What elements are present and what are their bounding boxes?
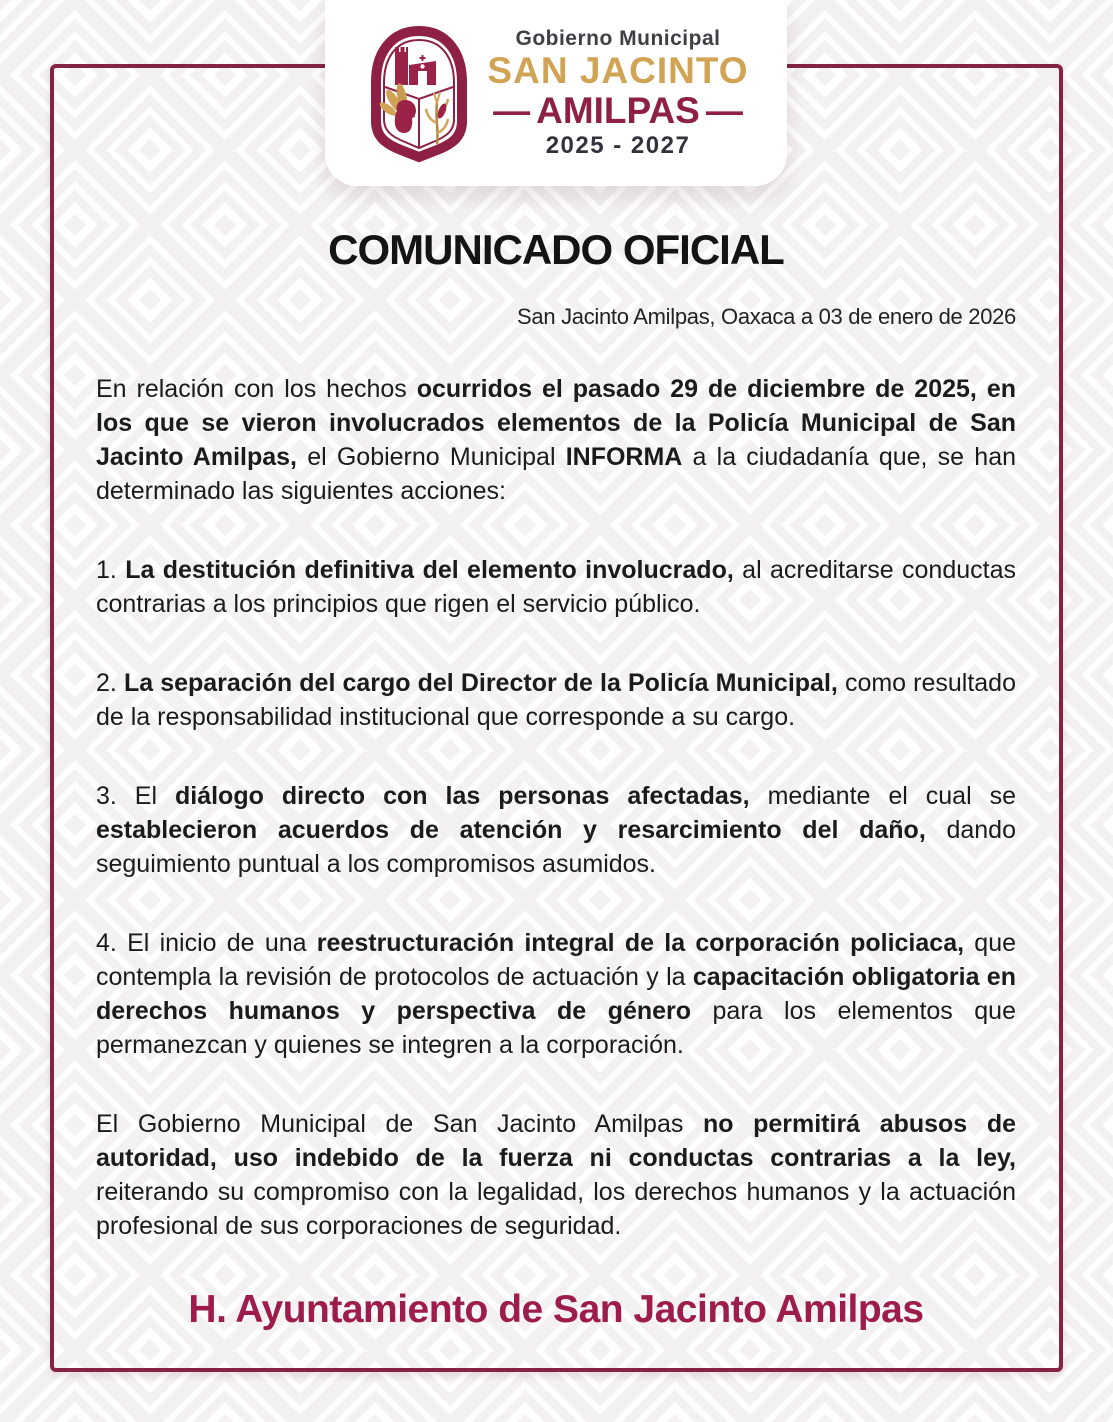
body-paragraph: 1. La destitución definitiva del elemento involucrado, al acreditarse conductas contrarias a los principios que rigen el servicio público.: [96, 556, 1016, 618]
logo-text-block: [487, 28, 749, 158]
dash-decoration: —: [705, 89, 743, 131]
body-paragraph: 4. El inicio de una reestructuración integral de la corporación policiaca, que contempla la revisión de protocolos de actuación y la capacitación obligatoria en derechos humanos y perspectiva de género para los elementos que permanezcan y quienes se integren a la corporación.: [96, 929, 1017, 1059]
dateline: San Jacinto Amilpas, Oaxaca a 03 de enero de 2026: [517, 304, 1016, 329]
body-paragraph: 2. La separación del cargo del Director de la Policía Municipal, como resultado de la responsabilidad institucional que corresponde a su cargo.: [96, 669, 1016, 731]
document-body: [96, 372, 1016, 1243]
dash-decoration: —: [493, 89, 531, 131]
municipal-crest-icon: [363, 25, 475, 165]
closing-signature: H. Ayuntamiento de San Jacinto Amilpas: [188, 1288, 924, 1331]
body-paragraph: 3. El diálogo directo con las personas afectadas, mediante el cual se establecieron acuerdos de atención y resarcimiento del daño, dando seguimiento puntual a los compromisos asumidos.: [96, 782, 1016, 878]
logo-years: 2025 - 2027: [545, 131, 691, 159]
logo-name-bottom: [487, 89, 749, 131]
body-paragraph: El Gobierno Municipal de San Jacinto Amilpas no permitirá abusos de autoridad, uso indebido de la fuerza ni conductas contrarias a la ley, reiterando su compromiso con la legalidad, los derechos humanos y la actuación profesional de sus corporaciones de seguridad.: [96, 1110, 1016, 1240]
page-title: COMUNICADO OFICIAL: [328, 226, 784, 273]
logo-name-top: SAN JACINTO: [487, 50, 749, 92]
document-content: [96, 226, 1016, 1332]
logo-card: [325, 0, 787, 186]
logo-gobierno-line: Gobierno Municipal: [515, 27, 721, 51]
body-paragraph: En relación con los hechos ocurridos el pasado 29 de diciembre de 2025, en los que se vieron involucrados elementos de la Policía Municipal de San Jacinto Amilpas, el Gobierno Municipal INFORMA a la ciudadanía que, se han determinado las siguientes acciones:: [96, 375, 1016, 505]
logo-name-bottom-text: AMILPAS: [536, 89, 700, 131]
